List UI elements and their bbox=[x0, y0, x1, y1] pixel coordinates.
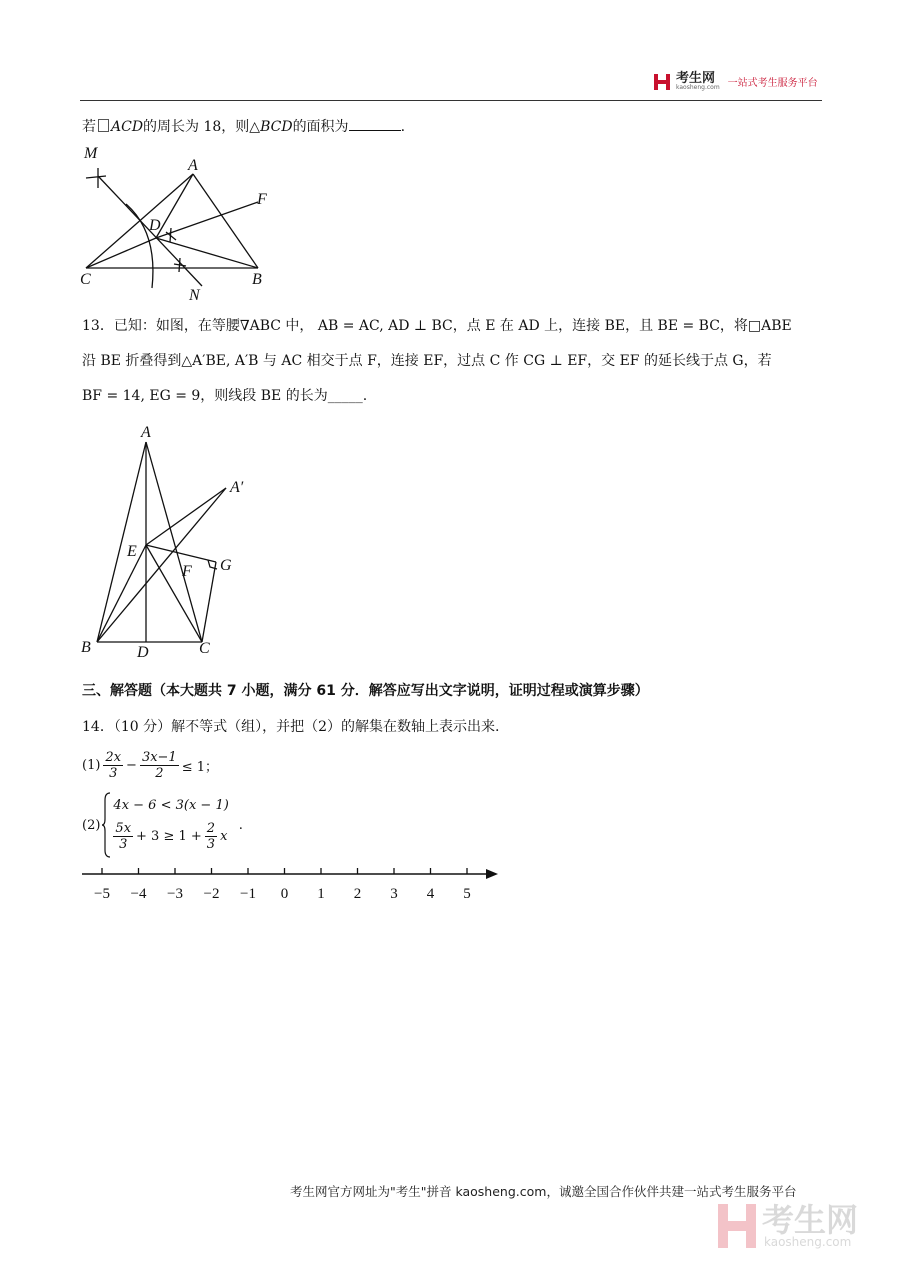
system-row-1: 4x − 6 < 3(x − 1) bbox=[113, 798, 229, 813]
label-G: G bbox=[220, 557, 232, 574]
fraction: $\frac{3x-1}{2}$ bbox=[141, 750, 177, 781]
label-N: N bbox=[189, 287, 200, 304]
label-C: C bbox=[199, 640, 210, 657]
axis-tick-label: 4 bbox=[426, 886, 435, 902]
label-A-prime: A′ bbox=[230, 479, 244, 496]
axis-tick-label: 3 bbox=[390, 886, 398, 902]
q13-line-3: BF = 14, EG = 9，则线段 BE 的长为_____. bbox=[82, 388, 368, 404]
axis-tick-label: 0 bbox=[280, 886, 289, 902]
fraction: $\frac{2x}{3}$ bbox=[105, 750, 122, 781]
header-slogan: 一站式考生服务平台 bbox=[727, 78, 818, 89]
axis-tick-label: −3 bbox=[167, 886, 183, 902]
q13-line-1: 13．已知：如图，在等腰∇ABC 中， AB = AC, AD ⊥ BC，点 E 在 AD 上，连接 BE，且 BE = BC，将□ABE bbox=[82, 318, 792, 334]
q13-figure bbox=[76, 420, 276, 660]
q14-stem: 14．（10 分）解不等式（组），并把（2）的解集在数轴上表示出来. bbox=[82, 719, 500, 735]
label-D: D bbox=[137, 644, 149, 660]
logo-url: kaosheng.com bbox=[676, 84, 720, 91]
header-divider bbox=[80, 100, 822, 101]
label-F: F bbox=[257, 191, 267, 208]
label-B: B bbox=[252, 271, 262, 288]
q12-answer-blank bbox=[349, 116, 401, 131]
logo-name: 考生网 bbox=[676, 71, 716, 86]
q12-figure bbox=[76, 140, 276, 305]
fraction: $\frac{2}{3}$ bbox=[206, 821, 216, 852]
label-F: F bbox=[182, 563, 192, 580]
watermark-url: kaosheng.com bbox=[764, 1235, 852, 1249]
label-B: B bbox=[81, 639, 91, 656]
axis-tick-label: 2 bbox=[353, 886, 362, 902]
footer-text: 考生网官方网址为"考生"拼音 kaosheng.com，诚邀全国合作伙伴共建一站式考生服务平台 bbox=[290, 1184, 797, 1199]
axis-tick-label: −1 bbox=[240, 886, 256, 902]
part-2-label: (2) bbox=[82, 817, 101, 833]
label-A: A bbox=[188, 157, 198, 174]
fraction: $\frac{5x}{3}$ bbox=[115, 821, 132, 852]
brace-icon bbox=[102, 792, 111, 858]
header-logo bbox=[654, 72, 818, 91]
q13-line-2: 沿 BE 折叠得到△A′BE, A′B 与 AC 相交于点 F，连接 EF，过点 C 作 CG ⊥ EF，交 EF 的延长线于点 G，若 bbox=[82, 353, 772, 369]
watermark-logo-icon bbox=[718, 1204, 756, 1248]
number-line bbox=[80, 862, 505, 906]
part-1-label: (1) bbox=[82, 758, 101, 773]
q14-part-1: (1) $\frac{2x}{3}$ − $\frac{3x-1}{2}$ ≤ 1； bbox=[82, 750, 219, 781]
label-D: D bbox=[149, 217, 161, 234]
watermark-name: 考生网 bbox=[762, 1201, 859, 1239]
label-E: E bbox=[127, 543, 137, 560]
label-M: M bbox=[84, 145, 98, 162]
label-A: A bbox=[141, 424, 151, 441]
axis-tick-label: −5 bbox=[94, 886, 110, 902]
axis-tick-label: 1 bbox=[317, 886, 325, 902]
section-3-title: 三、解答题（本大题共 7 小题，满分 61 分．解答应写出文字说明，证明过程或演算步骤） bbox=[82, 683, 649, 699]
axis-arrow-icon bbox=[486, 869, 498, 879]
q12-text: 若 ACD的周长为 18，则△BCD的面积为 . bbox=[82, 116, 405, 137]
axis-tick-label: 5 bbox=[463, 886, 471, 902]
system-row-2: $\frac{5x}{3}$ + 3 ≥ 1 + $\frac{2}{3}$ x bbox=[115, 821, 228, 852]
label-C: C bbox=[80, 271, 91, 288]
watermark bbox=[718, 1201, 859, 1249]
q14-part-2: (2) 4x − 6 < 3(x − 1) $\frac{5x}{3}$ + 3 ≥ 1 + $\frac{2}{3}$ x . bbox=[82, 792, 243, 858]
axis-tick-label: −2 bbox=[203, 886, 220, 902]
brand-logo-icon bbox=[654, 74, 670, 90]
axis-tick-label: −4 bbox=[130, 886, 147, 902]
